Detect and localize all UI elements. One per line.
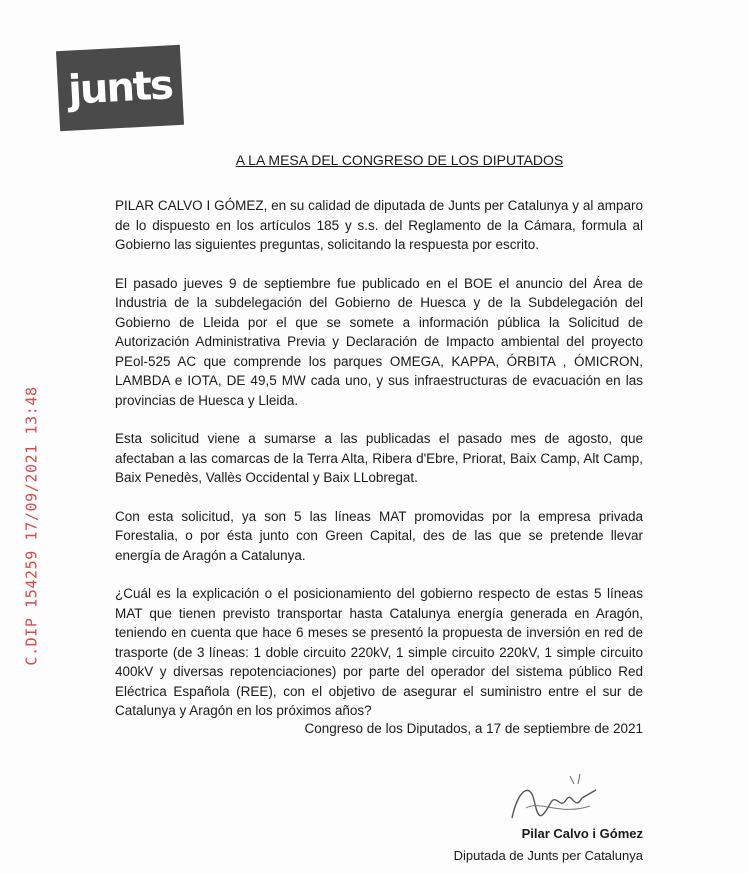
paragraph: Con esta solicitud, ya son 5 las líneas MAT promovidas por la empresa privada Forestalia, o por ésta junto con Green Capital, des de las que se pretende llevar energía de Aragón a Catalunya. (115, 508, 643, 563)
handwritten-signature (500, 770, 610, 830)
paragraph: Esta solicitud viene a sumarse a las publicadas el pasado mes de agosto, que afectaban a las comarcas de la Terra Alta, Ribera d'Ebre, Priorat, Baix Camp, Alt Camp, Baix Penedès, Vallès Occidental y Baix LLobregat. (115, 431, 643, 485)
signer-name: Pilar Calvo i Gómez (521, 826, 643, 841)
stamp-text: C.DIP 154259 17/09/2021 13:48 (23, 386, 42, 666)
logo-text: junts (67, 62, 173, 114)
junts-logo (56, 45, 184, 131)
signer-role: Diputada de Junts per Catalunya (453, 848, 643, 863)
document-body (115, 196, 643, 740)
document-heading: A LA MESA DEL CONGRESO DE LOS DIPUTADOS (235, 152, 564, 168)
date-line: Congreso de los Diputados, a 17 de septiembre de 2021 (304, 721, 643, 736)
registry-stamp (18, 371, 46, 681)
paragraph: El pasado jueves 9 de septiembre fue publicado en el BOE el anuncio del Área de Industria de la subdelegación del Gobierno de Huesca y de la Subdelegación del Gobierno de Lleida por el que se somete a información pública la Solicitud de Autorización Administrativa Previa y Declaración de Impacto ambiental del proyecto PEol-525 AC que comprende los parques OMEGA, KAPPA, ÓRBITA , ÓMICRON, LAMBDA e IOTA, DE 49,5 MW cada uno, y sus infraestructuras de evacuación en las provincias de Huesca y Lleida. (115, 275, 643, 408)
paragraph: ¿Cuál es la explicación o el posicionamiento del gobierno respecto de estas 5 líneas MAT que tienen previsto transportar hasta Catalunya energía generada en Aragón, teniendo en cuenta que hace 6 meses se presentó la propuesta de inversión en red de trasporte (de 3 líneas: 1 doble circuito 220kV, 1 simple circuito 220kV, 1 simple circuito 400kV y diversas repotenciaciones) por parte del operador del sistema público Red Eléctrica Española (REE), con el objetivo de asegurar el suministro entre el sur de Catalunya y Aragón en los próximos años? (115, 586, 643, 718)
paragraph: PILAR CALVO I GÓMEZ, en su calidad de diputada de Junts per Catalunya y al amparo de lo dispuesto en los artículos 185 y s.s. del Reglamento de la Cámara, formula al Gobierno las siguientes preguntas, solicitando la respuesta por escrito. (115, 198, 643, 252)
